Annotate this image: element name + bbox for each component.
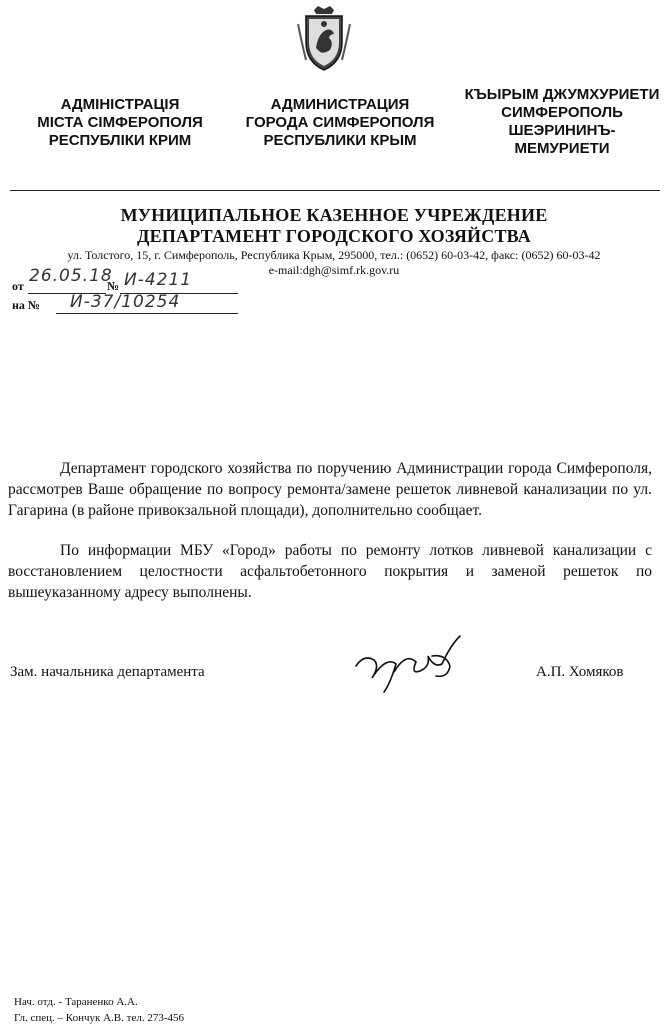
header-ukrainian: АДМІНІСТРАЦІЯ МІСТА СІМФЕРОПОЛЯ РЕСПУБЛІКИ КРИМ <box>37 96 203 149</box>
contact-line-2: Гл. спец. – Кончук А.В. тел. 273-456 <box>14 1012 184 1024</box>
org-name-line2: ДЕПАРТАМЕНТ ГОРОДСКОГО ХОЗЯЙСТВА <box>137 226 531 246</box>
header-crimean-tatar: КЪЫРЫМ ДЖУМХУРИЕТИ СИМФЕРОПОЛЬ ШЕЭРИНИНЪ- МЕМУРИЕТИ <box>464 86 660 157</box>
ref-no-label: № <box>107 279 120 293</box>
header-divider <box>10 190 660 191</box>
signatory-position: Зам. начальника департамента <box>10 664 205 680</box>
ref-re-line <box>56 313 238 314</box>
signatory-name: А.П. Хомяков <box>536 664 624 680</box>
handwritten-signature-icon <box>350 626 480 698</box>
org-name-line1: МУНИЦИПАЛЬНОЕ КАЗЕННОЕ УЧРЕЖДЕНИЕ <box>120 205 548 225</box>
ref-from-label: от <box>12 279 24 293</box>
ref-number: И-4211 <box>124 270 193 290</box>
contact-line-1: Нач. отд. - Тараненко А.А. <box>14 996 138 1008</box>
ref-re-label: на № <box>12 298 40 312</box>
coat-of-arms-icon <box>292 4 356 74</box>
ref-re-number: И-37/10254 <box>70 292 181 312</box>
org-address: ул. Толстого, 15, г. Симферополь, Республика Крым, 295000, тел.: (0652) 60-03-42, факс: (0652) 60-03-42 <box>67 248 601 262</box>
header-russian: АДМИНИСТРАЦИЯ ГОРОДА СИМФЕРОПОЛЯ РЕСПУБЛИКИ КРЫМ <box>245 96 435 149</box>
body-paragraph-1: Департамент городского хозяйства по поручению Администрации города Симферополя, рассмотрев Ваше обращение по вопросу ремонта/замене решеток ливневой канализации по ул. Гагарина (в районе привокзальной площади), дополнительно сообщает. <box>8 460 652 519</box>
org-email: e-mail:dgh@simf.rk.gov.ru <box>268 263 400 277</box>
body-paragraph-2: По информации МБУ «Город» работы по ремонту лотков ливневой канализации с восстановлением целостности асфальтобетонного покрытия и заменой решеток по вышеуказанному адресу выполнены. <box>8 542 652 601</box>
ref-date: 26.05.18 <box>29 266 113 286</box>
